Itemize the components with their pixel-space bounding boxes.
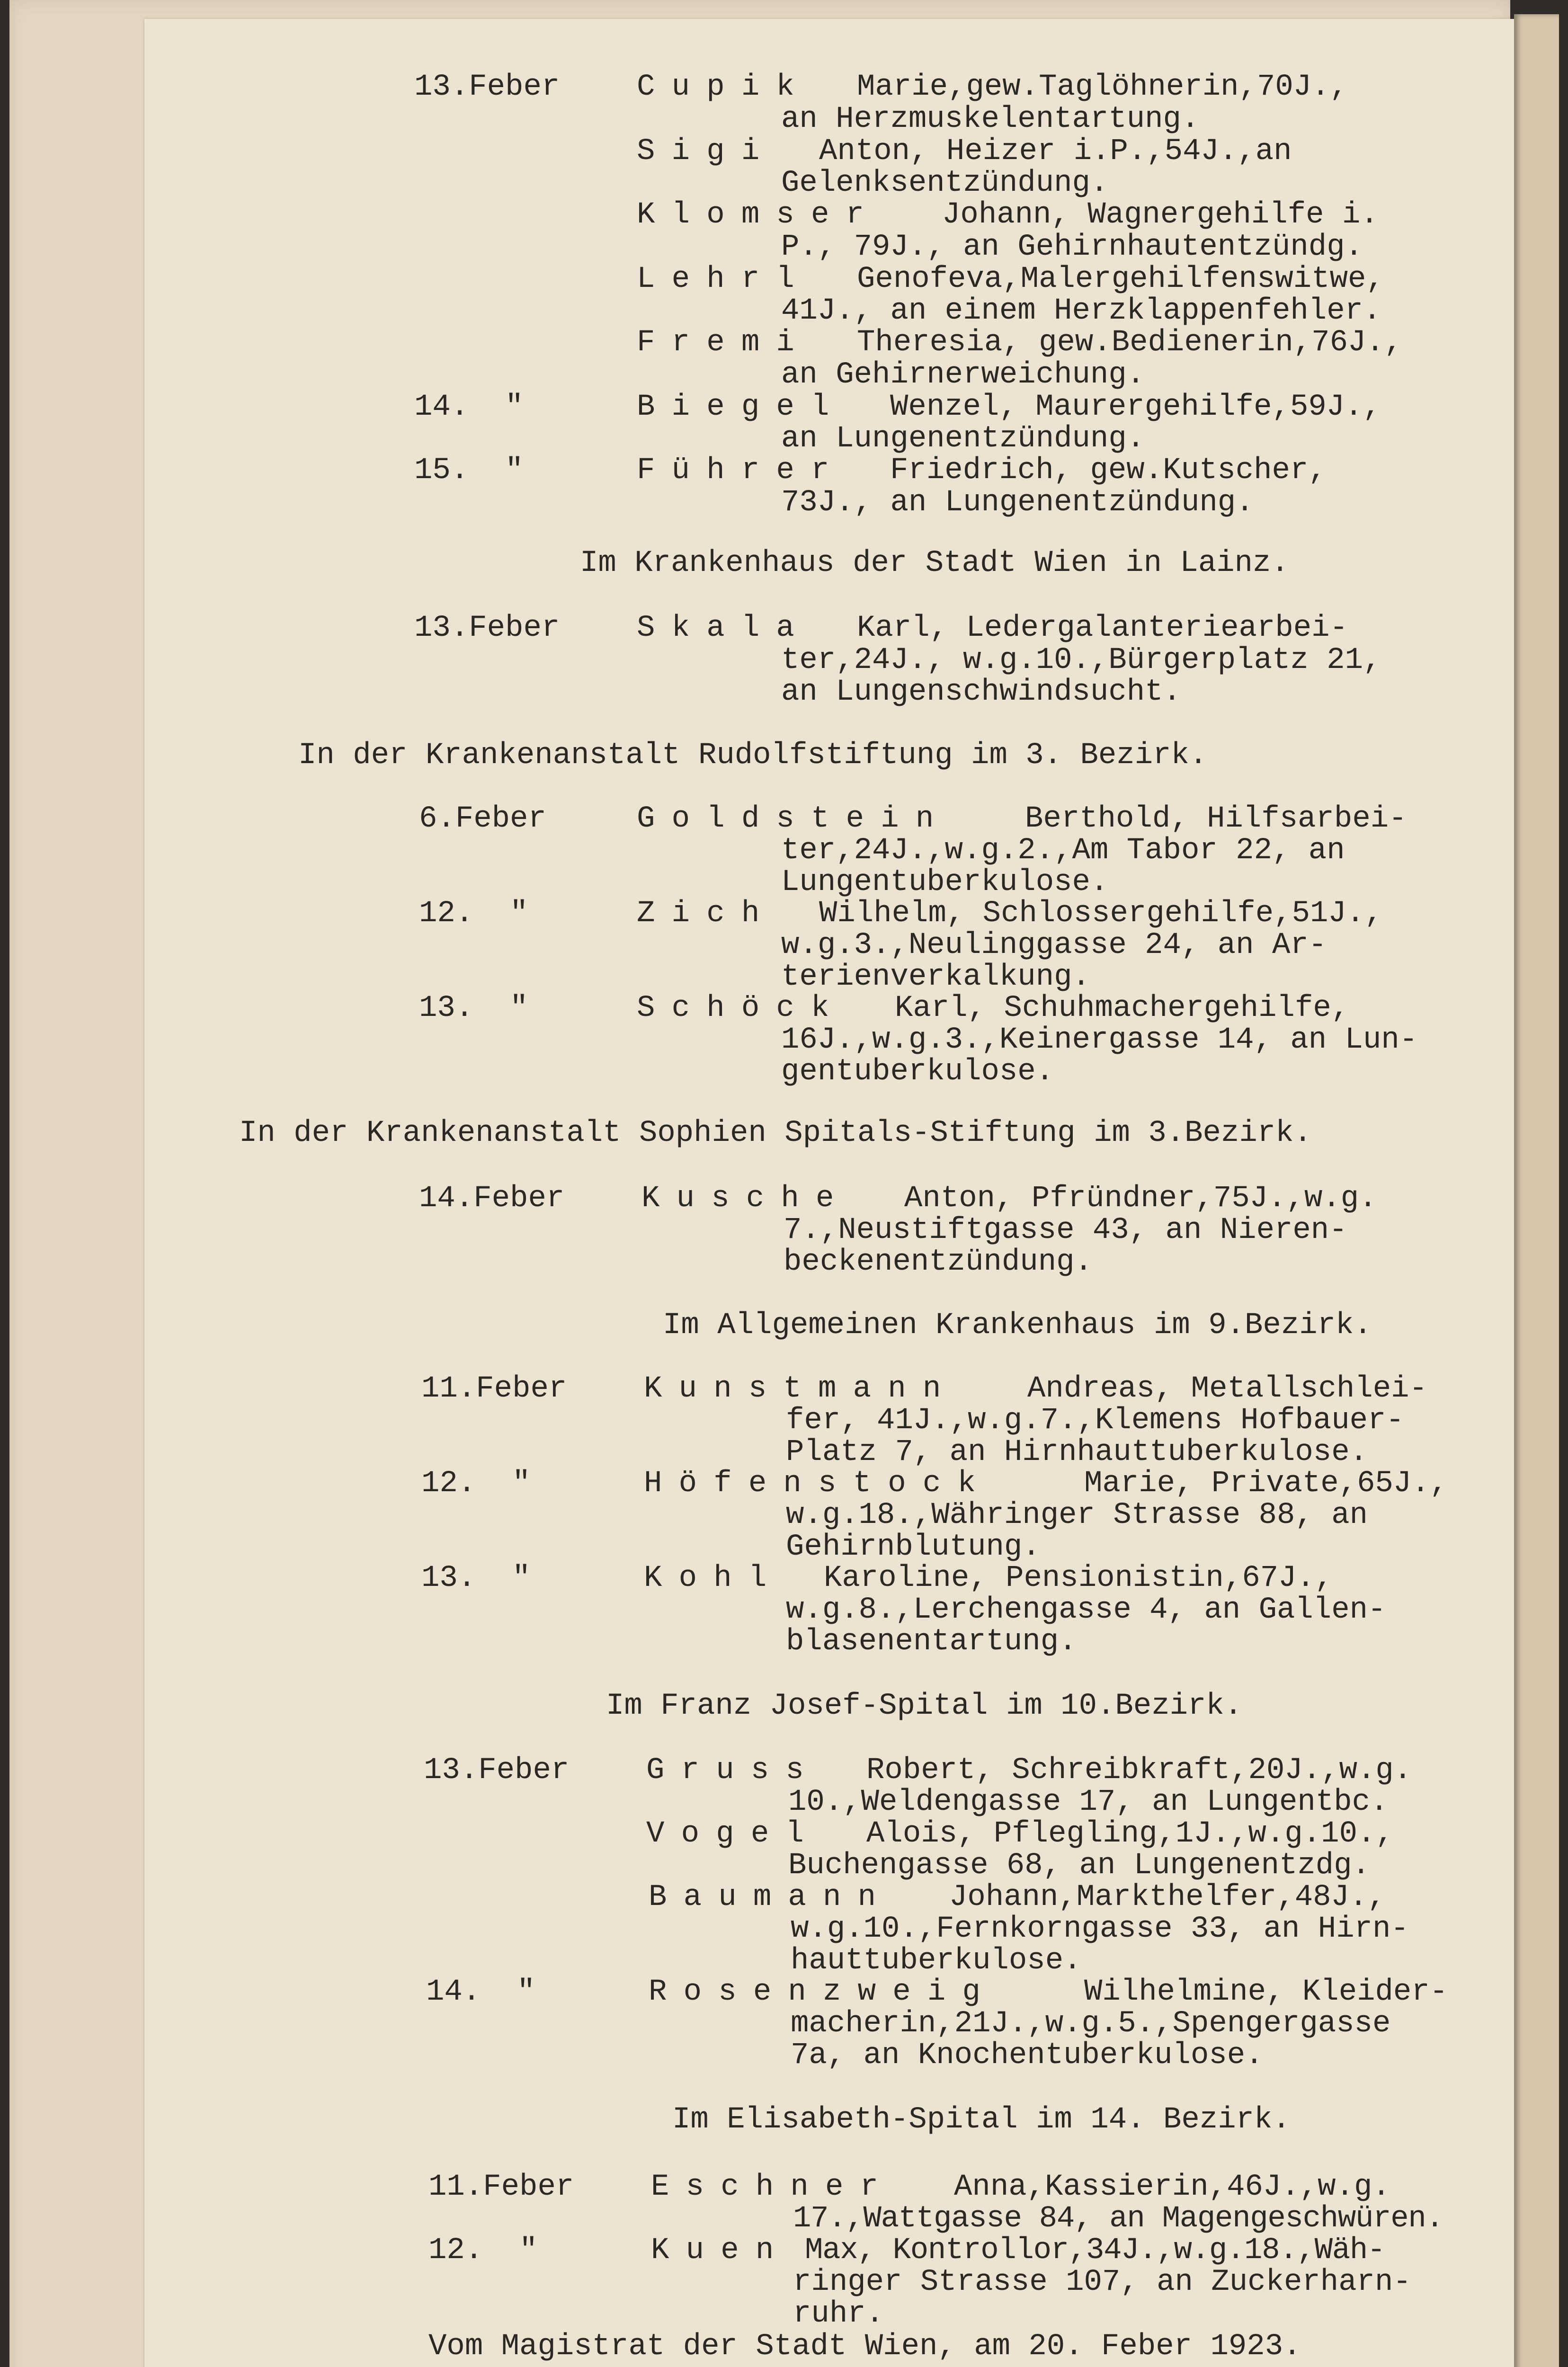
- entry-name: Fremi: [637, 326, 811, 360]
- section-heading: Im Franz Josef-Spital im 10.Bezirk.: [606, 1689, 1243, 1723]
- entry-text: Karoline, Pensionistin,67J.,: [824, 1561, 1333, 1595]
- entry-text: Platz 7, an Hirnhauttuberkulose.: [786, 1435, 1368, 1469]
- entry-name: Kunstmann: [644, 1372, 958, 1406]
- entry-date: 12. ": [428, 2234, 538, 2268]
- entry-text: Gehirnblutung.: [786, 1530, 1041, 1564]
- entry-text: Wilhelmine, Kleider-: [1084, 1975, 1448, 2009]
- entry-text: an Gehirnerweichung.: [781, 358, 1145, 392]
- entry-text: w.g.8.,Lerchengasse 4, an Gallen-: [786, 1593, 1386, 1627]
- entry-date: 14. ": [414, 390, 524, 424]
- entry-text: ter,24J., w.g.10.,Bürgerplatz 21,: [781, 643, 1381, 677]
- entry-name: Cupik: [637, 70, 811, 104]
- entry-text: an Herzmuskelentartung.: [781, 102, 1200, 136]
- entry-name: Goldstein: [637, 802, 951, 836]
- entry-text: an Lungenschwindsucht.: [781, 675, 1181, 709]
- section-heading: Im Allgemeinen Krankenhaus im 9.Bezirk.: [663, 1308, 1372, 1343]
- entry-name: Führer: [637, 454, 846, 488]
- entry-date: 13.Feber: [414, 611, 560, 645]
- entry-name: Sigi: [637, 134, 776, 169]
- entry-name: Klomser: [637, 198, 881, 232]
- entry-text: 16J.,w.g.3.,Keinergasse 14, an Lun-: [781, 1023, 1418, 1057]
- closing-line: Vom Magistrat der Stadt Wien, am 20. Feber 1923.: [428, 2330, 1301, 2364]
- entry-text: Gelenksentzündung.: [781, 166, 1109, 200]
- entry-text: Andreas, Metallschlei-: [1027, 1372, 1427, 1406]
- entry-text: Friedrich, gew.Kutscher,: [890, 454, 1327, 488]
- entry-date: 14.Feber: [419, 1182, 565, 1216]
- entry-date: 13.Feber: [414, 70, 560, 104]
- entry-text: Lungentuberkulose.: [781, 865, 1109, 899]
- entry-name: Eschner: [651, 2170, 895, 2204]
- entry-date: 13.Feber: [424, 1753, 570, 1788]
- entry-text: Johann, Wagnergehilfe i.: [942, 198, 1379, 232]
- entry-name: Zich: [637, 897, 776, 931]
- entry-text: terienverkalkung.: [781, 960, 1090, 994]
- entry-text: Alois, Pflegling,1J.,w.g.10.,: [866, 1817, 1394, 1851]
- entry-text: Theresia, gew.Bedienerin,76J.,: [857, 326, 1403, 360]
- entry-name: Skala: [637, 611, 811, 645]
- entry-text: macherin,21J.,w.g.5.,Spengergasse: [791, 2007, 1391, 2041]
- entry-name: Lehrl: [637, 262, 811, 296]
- entry-name: Gruss: [646, 1753, 821, 1788]
- entry-text: beckenentzündung.: [784, 1245, 1093, 1279]
- entry-text: Anton, Heizer i.P.,54J.,an: [819, 134, 1292, 169]
- entry-text: 7.,Neustiftgasse 43, an Nieren-: [784, 1213, 1347, 1247]
- entry-name: Schöck: [637, 991, 846, 1025]
- entry-text: 41J., an einem Herzklappenfehler.: [781, 294, 1381, 328]
- entry-date: 6.Feber: [419, 802, 546, 836]
- entry-name: Baumann: [649, 1880, 893, 1914]
- entry-text: hauttuberkulose.: [791, 1944, 1082, 1978]
- entry-text: Max, Kontrollor,34J.,w.g.18.,Wäh-: [805, 2234, 1385, 2268]
- entry-date: 11.Feber: [421, 1372, 567, 1406]
- section-heading: In der Krankenanstalt Rudolfstiftung im 3. Bezirk.: [298, 739, 1208, 773]
- entry-text: Anna,Kassierin,46J.,w.g.: [954, 2170, 1390, 2204]
- entry-text: 73J., an Lungenentzündung.: [781, 486, 1254, 520]
- entry-text: w.g.18.,Währinger Strasse 88, an: [786, 1498, 1368, 1532]
- entry-text: ter,24J.,w.g.2.,Am Tabor 22, an: [781, 834, 1345, 868]
- entry-text: 7a, an Knochentuberkulose.: [791, 2038, 1264, 2073]
- entry-date: 13. ": [421, 1561, 531, 1595]
- entry-date: 15. ": [414, 454, 524, 488]
- entry-text: 10.,Weldengasse 17, an Lungentbc.: [788, 1785, 1389, 1819]
- entry-text: Johann,Markthelfer,48J.,: [949, 1880, 1386, 1914]
- entry-text: fer, 41J.,w.g.7.,Klemens Hofbauer-: [786, 1404, 1404, 1438]
- entry-name: Kusche: [641, 1182, 851, 1216]
- entry-text: Marie, Private,65J.,: [1084, 1467, 1448, 1501]
- entry-name: Kohl: [644, 1561, 784, 1595]
- entry-text: Wenzel, Maurergehilfe,59J.,: [890, 390, 1381, 424]
- entry-name: Höfenstock: [644, 1467, 993, 1501]
- entry-text: Karl, Schuhmachergehilfe,: [895, 991, 1350, 1025]
- entry-text: Marie,gew.Taglöhnerin,70J.,: [857, 70, 1348, 104]
- entry-date: 12. ": [421, 1467, 531, 1501]
- entry-text: an Lungenentzündung.: [781, 422, 1145, 456]
- entry-text: w.g.3.,Neulinggasse 24, an Ar-: [781, 928, 1327, 962]
- entry-name: Rosenzweig: [649, 1975, 998, 2009]
- entry-text: Berthold, Hilfsarbei-: [1025, 802, 1407, 836]
- entry-text: 17.,Wattgasse 84, an Magengeschwüren.: [793, 2202, 1443, 2236]
- entry-text: Robert, Schreibkraft,20J.,w.g.: [866, 1753, 1412, 1788]
- entry-date: 14. ": [426, 1975, 535, 2009]
- entry-name: Vogel: [646, 1817, 821, 1851]
- entry-text: ruhr.: [793, 2297, 884, 2331]
- entry-text: Karl, Ledergalanteriearbei-: [857, 611, 1348, 645]
- entry-text: Wilhelm, Schlossergehilfe,51J.,: [819, 897, 1383, 931]
- entry-name: Biegel: [637, 390, 846, 424]
- entry-date: 11.Feber: [428, 2170, 574, 2204]
- entry-text: Anton, Pfründner,75J.,w.g.: [904, 1182, 1377, 1216]
- entry-text: w.g.10.,Fernkorngasse 33, an Hirn-: [791, 1912, 1409, 1946]
- entry-name: Kuen: [651, 2234, 791, 2268]
- entry-text: blasenentartung.: [786, 1625, 1077, 1659]
- section-heading: Im Krankenhaus der Stadt Wien in Lainz.: [580, 546, 1289, 580]
- section-heading: Im Elisabeth-Spital im 14. Bezirk.: [672, 2103, 1291, 2137]
- entry-text: Genofeva,Malergehilfenswitwe,: [857, 262, 1384, 296]
- entry-text: Buchengasse 68, an Lungenentzdg.: [788, 1849, 1370, 1883]
- entry-date: 12. ": [419, 897, 528, 931]
- entry-date: 13. ": [419, 991, 528, 1025]
- entry-text: gentuberkulose.: [781, 1055, 1054, 1089]
- entry-text: ringer Strasse 107, an Zuckerharn-: [793, 2265, 1411, 2299]
- entry-text: P., 79J., an Gehirnhautentzündg.: [781, 230, 1363, 264]
- section-heading: In der Krankenanstalt Sophien Spitals-Stiftung im 3.Bezirk.: [239, 1116, 1312, 1150]
